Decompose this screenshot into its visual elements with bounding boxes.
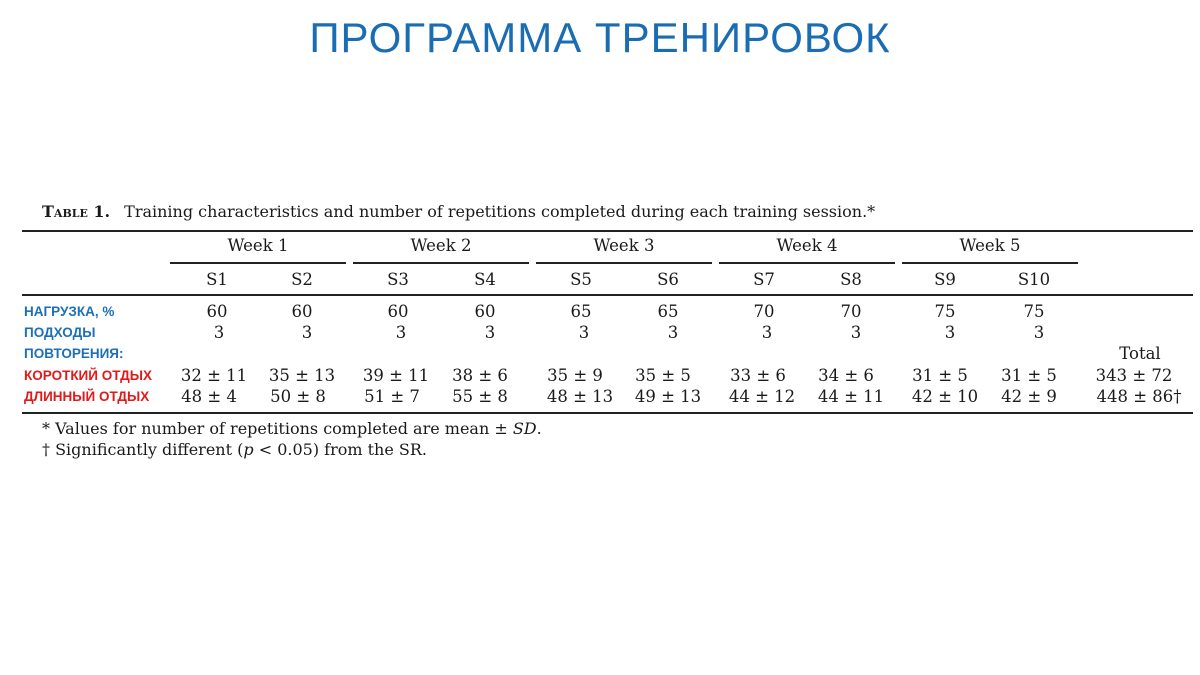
table-cell: 3	[667, 323, 679, 342]
table-cell: 51 ± 7	[364, 387, 420, 406]
table-cell: 48 ± 13	[546, 387, 614, 406]
total-header: Total	[1119, 344, 1161, 363]
table-cell: 75	[934, 302, 956, 321]
table-cell: 33 ± 6	[730, 366, 786, 385]
footnote-sd: SD	[512, 419, 537, 438]
table-cell: 3	[213, 323, 225, 342]
row-label-sets: ПОДХОДЫ	[24, 325, 96, 340]
table-cell: 31 ± 5	[1001, 366, 1057, 385]
table-cell: 70	[753, 302, 775, 321]
session-header: S2	[291, 270, 313, 289]
table-cell: 65	[570, 302, 592, 321]
session-header: S10	[1017, 270, 1051, 289]
week-header: Week 4	[776, 236, 838, 255]
table-total-cell: 343 ± 72	[1095, 366, 1173, 385]
row-label-short-rest: КОРОТКИЙ ОТДЫХ	[24, 368, 152, 383]
table-cell: 60	[474, 302, 496, 321]
footnote-significance	[42, 440, 427, 459]
table-cell: 31 ± 5	[912, 366, 968, 385]
table-cell: 34 ± 6	[818, 366, 874, 385]
week-header: Week 3	[593, 236, 655, 255]
table-bottom-rule	[22, 412, 1193, 414]
table-cell: 3	[395, 323, 407, 342]
week-underline	[902, 262, 1078, 264]
table-cell: 75	[1023, 302, 1045, 321]
session-header: S9	[934, 270, 956, 289]
session-header: S3	[387, 270, 409, 289]
footnote-text: † Significantly different (	[42, 440, 244, 459]
session-header: S4	[474, 270, 496, 289]
table-cell: 44 ± 11	[817, 387, 885, 406]
table-top-rule	[22, 230, 1193, 232]
table-cell: 3	[944, 323, 956, 342]
table-cell: 48 ± 4	[181, 387, 237, 406]
footnote-text: < 0.05) from the SR.	[253, 440, 427, 459]
session-header: S5	[570, 270, 592, 289]
table-cell: 35 ± 13	[268, 366, 336, 385]
table-cell: 65	[657, 302, 679, 321]
slide-title: ПРОГРАММА ТРЕНИРОВОК	[309, 14, 891, 61]
table-cell: 42 ± 10	[911, 387, 979, 406]
week-underline	[536, 262, 712, 264]
table-caption-text: Training characteristics and number of repetitions completed during each training session.*	[124, 202, 876, 221]
session-header: S7	[753, 270, 775, 289]
row-label-load: НАГРУЗКА, %	[24, 304, 115, 319]
table-cell: 39 ± 11	[362, 366, 430, 385]
table-cell: 3	[578, 323, 590, 342]
table-cell: 44 ± 12	[728, 387, 796, 406]
week-header: Week 2	[410, 236, 472, 255]
table-cell: 60	[206, 302, 228, 321]
week-underline	[353, 262, 529, 264]
table-cell: 3	[761, 323, 773, 342]
session-header: S8	[840, 270, 862, 289]
table-cell: 60	[387, 302, 409, 321]
footnote-p: p	[243, 440, 254, 459]
session-header: S1	[206, 270, 228, 289]
table-caption	[42, 202, 875, 221]
table-total-cell: 448 ± 86†	[1096, 387, 1182, 406]
table-cell: 49 ± 13	[634, 387, 702, 406]
table-cell: 35 ± 9	[547, 366, 603, 385]
footnote-text: .	[536, 419, 542, 438]
table-cell: 50 ± 8	[270, 387, 326, 406]
footnote-mean-sd	[42, 419, 542, 438]
table-caption-lead: Table 1.	[42, 202, 111, 221]
table-cell: 3	[1033, 323, 1045, 342]
table-cell: 3	[484, 323, 496, 342]
table-header-rule	[22, 294, 1193, 296]
table-cell: 60	[291, 302, 313, 321]
week-header: Week 1	[227, 236, 289, 255]
table-cell: 32 ± 11	[180, 366, 248, 385]
table-cell: 35 ± 5	[635, 366, 691, 385]
table-cell: 70	[840, 302, 862, 321]
footnote-text: * Values for number of repetitions completed are mean ±	[42, 419, 513, 438]
week-header: Week 5	[959, 236, 1021, 255]
table-cell: 3	[301, 323, 313, 342]
row-label-long-rest: ДЛИННЫЙ ОТДЫХ	[24, 389, 150, 404]
table-cell: 55 ± 8	[452, 387, 508, 406]
row-label-reps: ПОВТОРЕНИЯ:	[24, 346, 124, 361]
table-cell: 42 ± 9	[1001, 387, 1057, 406]
week-underline	[719, 262, 895, 264]
table-cell: 3	[850, 323, 862, 342]
session-header: S6	[657, 270, 679, 289]
week-underline	[170, 262, 346, 264]
table-cell: 38 ± 6	[452, 366, 508, 385]
